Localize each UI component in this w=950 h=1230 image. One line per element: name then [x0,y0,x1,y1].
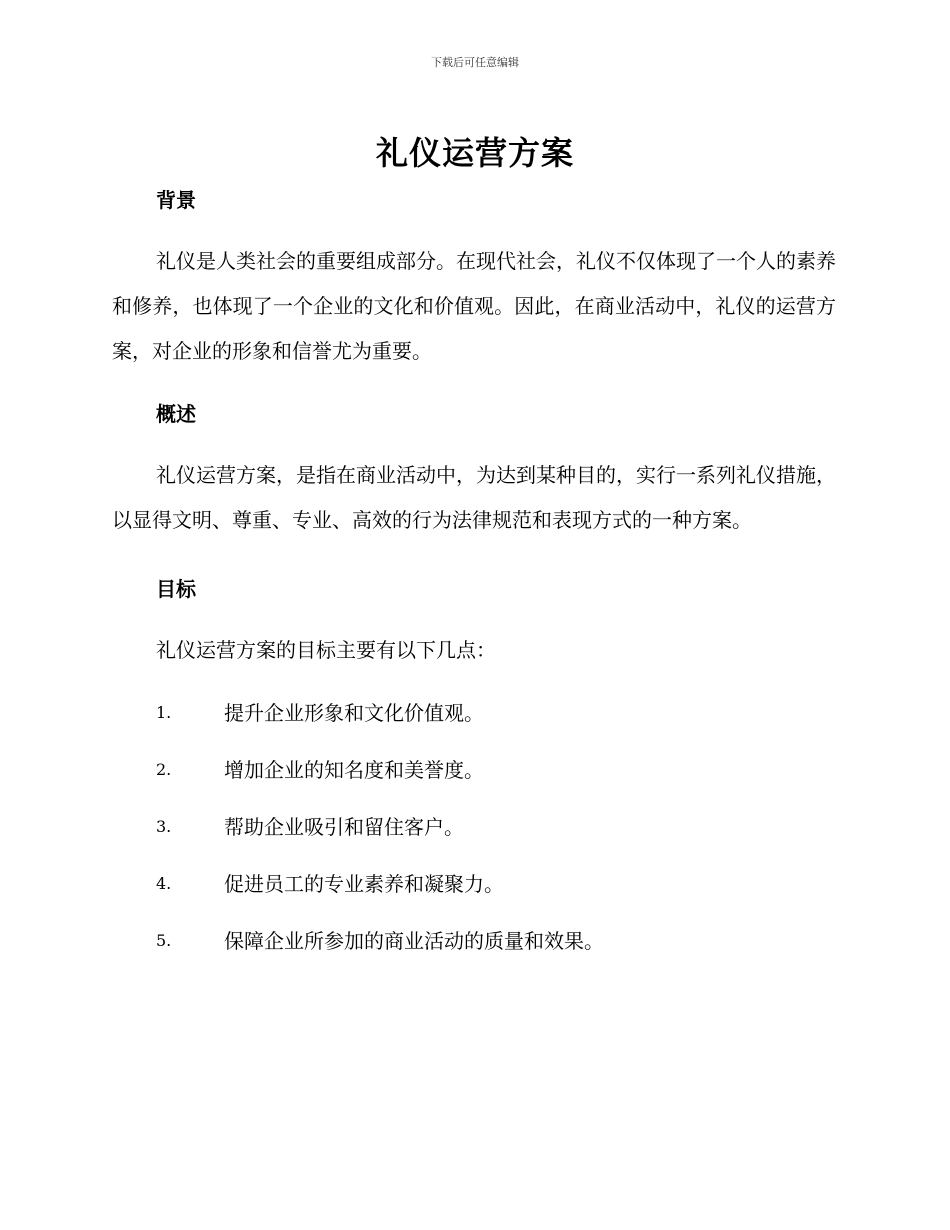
list-item-text: 促进员工的专业素养和凝聚力。 [224,872,504,896]
header-note: 下载后可任意编辑 [431,56,519,69]
list-item [112,868,836,925]
list-item-text: 增加企业的知名度和美誉度。 [224,758,484,782]
list-item-text: 帮助企业吸引和留住客户。 [224,815,464,839]
document-title: 礼仪运营方案 [375,134,574,172]
list-item-number: 3. [156,817,172,836]
background-paragraph: 礼仪是人类社会的重要组成部分。在现代社会，礼仪不仅体现了一个人的素养和修养，也体现了一个企业的文化和价值观。因此，在商业活动中，礼仪的运营方案，对企业的形象和信誉尤为重要。 [112,249,836,363]
section-heading-background: 背景 [156,188,196,212]
section-heading-overview: 概述 [156,402,196,426]
overview-paragraph: 礼仪运营方案，是指在商业活动中，为达到某种目的，实行一系列礼仪措施，以显得文明、尊重、专业、高效的行为法律规范和表现方式的一种方案。 [112,463,836,532]
list-item-number: 1. [156,703,172,722]
goals-intro: 礼仪运营方案的目标主要有以下几点： [156,638,496,662]
list-item-number: 2. [156,760,172,779]
list-item [112,925,836,982]
list-item-number: 4. [156,874,172,893]
list-item-text: 提升企业形象和文化价值观。 [224,701,484,725]
list-item [112,754,836,811]
list-item-number: 5. [156,931,172,950]
section-heading-goals: 目标 [156,577,196,601]
document-body [112,184,836,982]
list-item-text: 保障企业所参加的商业活动的质量和效果。 [224,929,604,953]
goals-list [112,697,836,982]
list-item [112,697,836,754]
list-item [112,811,836,868]
